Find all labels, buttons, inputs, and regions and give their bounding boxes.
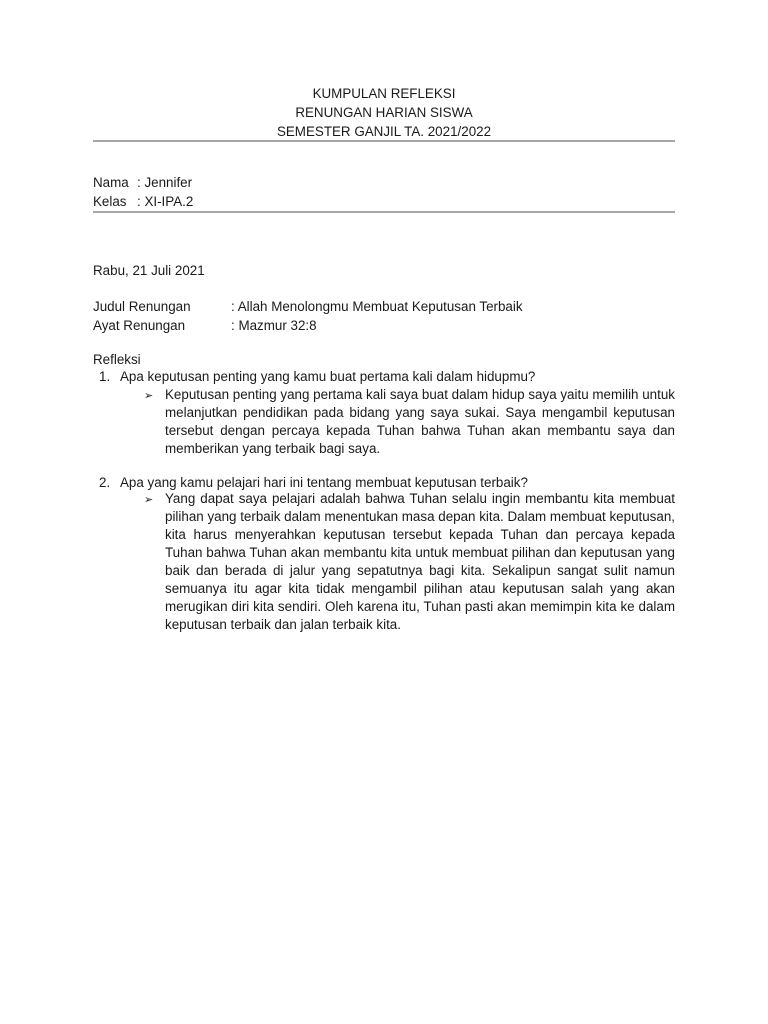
devotion-title-value: : Allah Menolongmu Membuat Keputusan Terbaik [231,299,523,314]
header-divider [93,140,675,142]
answer-text: Keputusan penting yang pertama kali saya buat dalam hidup saya yaitu memilih untuk melanjutkan pendidikan pada bidang yang saya sukai. Saya mengambil keputusan tersebut dengan percaya kepada Tuhan bahwa Tuhan akan membantu saya dan memberikan yang terbaik bagi saya. [165,387,675,456]
header-semester: SEMESTER GANJIL TA. 2021/2022 [276,124,492,139]
name-label: Nama [93,175,129,190]
devotion-verse-value: : Mazmur 32:8 [231,318,317,333]
class-label: Kelas [93,194,127,209]
answer-text: Yang dapat saya pelajari adalah bahwa Tuhan selalu ingin membantu kita membuat pilihan yang terbaik dalam menentukan masa depan kita. Dalam membuat keputusan, kita harus menyerahkan keputusan tersebut kepada Tuhan dan percaya kepada Tuhan bahwa Tuhan akan membantu kita untuk membuat pilihan dan keputusan yang baik dan berada di jalur yang sepatutnya bagi kita. Sekalipun sangat sulit namun semuanya itu agar kita tidak mengambil pilihan atau keputusan salah yang akan merugikan diri kita sendiri. Oleh karena itu, Tuhan pasti akan memimpin kita ke dalam keputusan terbaik dan jalan terbaik kita. [165,491,675,632]
arrow-bullet-icon: ➢ [144,390,154,402]
arrow-bullet-icon: ➢ [144,494,154,506]
devotion-verse-label: Ayat Renungan [93,318,186,333]
question-item [99,367,675,386]
class-row [93,192,193,211]
question-text: Apa keputusan penting yang kamu buat pertama kali dalam hidupmu? [120,369,536,384]
entry-date: Rabu, 21 Juli 2021 [93,263,205,278]
document-header [93,84,675,141]
verse-row [93,316,523,335]
student-identity [93,173,193,211]
name-value: : Jennifer [137,175,193,190]
question-number: 2. [99,475,111,490]
title-row [93,297,523,316]
header-title: KUMPULAN REFLEKSI [312,86,456,101]
reflection-heading: Refleksi [93,352,141,367]
class-value: : XI-IPA.2 [137,194,194,209]
answer-item [144,386,675,458]
identity-divider [93,211,675,213]
question-number: 1. [99,369,111,384]
devotion-title-label: Judul Renungan [93,299,191,314]
name-row [93,173,193,192]
question-text: Apa yang kamu pelajari hari ini tentang membuat keputusan terbaik? [120,475,528,490]
answer-item [144,490,675,634]
devotion-meta [93,297,523,335]
header-subtitle: RENUNGAN HARIAN SISWA [295,105,473,120]
